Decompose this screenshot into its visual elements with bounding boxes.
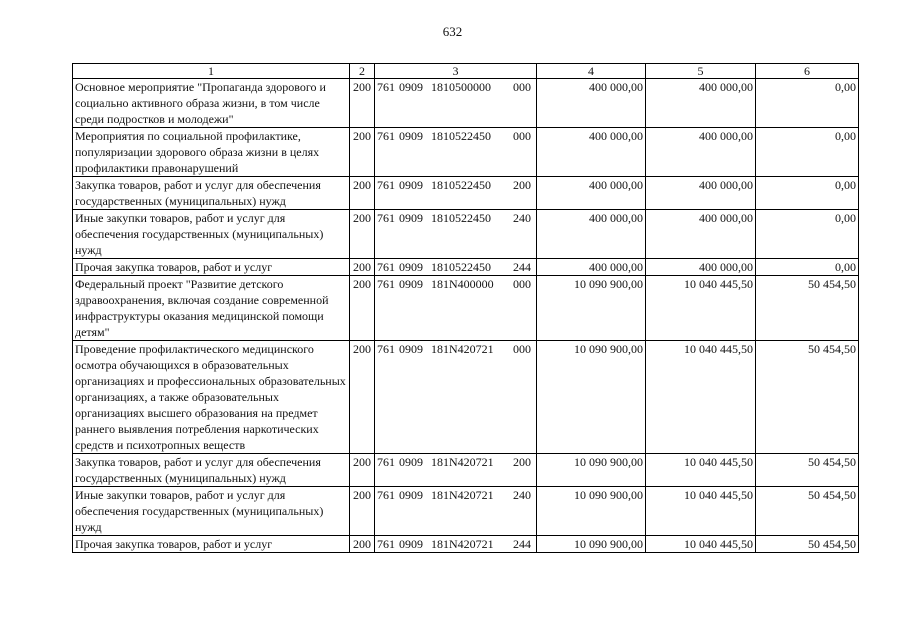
code-part-3: 1810522450: [431, 129, 491, 143]
row-col-5: 10 040 445,50: [646, 341, 756, 454]
row-col-2: 200: [350, 128, 375, 177]
row-budget-code: [375, 177, 537, 210]
row-col-4: 10 090 900,00: [537, 276, 646, 341]
code-part-4: 000: [513, 80, 531, 94]
row-col-6: 0,00: [756, 177, 859, 210]
code-part-4: 244: [513, 537, 531, 551]
row-col-4: 400 000,00: [537, 259, 646, 276]
row-col-6: 50 454,50: [756, 276, 859, 341]
code-part-4: 200: [513, 178, 531, 192]
code-part-2: 0909: [399, 537, 423, 551]
row-col-6: 0,00: [756, 210, 859, 259]
header-col-5: 5: [646, 64, 756, 79]
row-col-6: 0,00: [756, 79, 859, 128]
row-col-5: 10 040 445,50: [646, 454, 756, 487]
row-col-5: 400 000,00: [646, 128, 756, 177]
code-part-3: 1810522450: [431, 178, 491, 192]
row-name: Закупка товаров, работ и услуг для обеспечения государственных (муниципальных) нужд: [73, 454, 350, 487]
code-part-4: 000: [513, 342, 531, 356]
row-name: Основное мероприятие "Пропаганда здорового и социально активного образа жизни, в том числе среди подростков и молодежи": [73, 79, 350, 128]
row-col-2: 200: [350, 276, 375, 341]
row-col-4: 10 090 900,00: [537, 536, 646, 553]
row-col-2: 200: [350, 454, 375, 487]
row-col-2: 200: [350, 259, 375, 276]
code-part-3: 181N420721: [431, 342, 494, 356]
row-name: Прочая закупка товаров, работ и услуг: [73, 536, 350, 553]
code-part-3: 181N420721: [431, 488, 494, 502]
row-budget-code: [375, 454, 537, 487]
code-part-4: 200: [513, 455, 531, 469]
table-row: [73, 454, 859, 487]
row-budget-code: [375, 210, 537, 259]
table-row: [73, 79, 859, 128]
header-col-6: 6: [756, 64, 859, 79]
table-row: [73, 210, 859, 259]
row-col-6: 50 454,50: [756, 454, 859, 487]
header-col-1: 1: [73, 64, 350, 79]
code-part-2: 0909: [399, 342, 423, 356]
code-part-1: 761: [377, 211, 395, 225]
code-part-1: 761: [377, 455, 395, 469]
row-name: Иные закупки товаров, работ и услуг для обеспечения государственных (муниципальных) нужд: [73, 487, 350, 536]
header-col-2: 2: [350, 64, 375, 79]
code-part-4: 000: [513, 129, 531, 143]
code-part-2: 0909: [399, 455, 423, 469]
code-part-1: 761: [377, 260, 395, 274]
row-budget-code: [375, 487, 537, 536]
code-part-4: 240: [513, 488, 531, 502]
header-col-3: 3: [375, 64, 537, 79]
code-part-2: 0909: [399, 277, 423, 291]
row-col-6: 0,00: [756, 259, 859, 276]
row-col-4: 400 000,00: [537, 79, 646, 128]
row-col-4: 10 090 900,00: [537, 487, 646, 536]
row-col-5: 400 000,00: [646, 210, 756, 259]
code-part-1: 761: [377, 277, 395, 291]
row-budget-code: [375, 128, 537, 177]
row-col-2: 200: [350, 79, 375, 128]
row-col-2: 200: [350, 536, 375, 553]
code-part-1: 761: [377, 537, 395, 551]
row-col-4: 10 090 900,00: [537, 454, 646, 487]
row-budget-code: [375, 259, 537, 276]
code-part-2: 0909: [399, 80, 423, 94]
row-col-4: 400 000,00: [537, 177, 646, 210]
code-part-1: 761: [377, 342, 395, 356]
row-name: Иные закупки товаров, работ и услуг для обеспечения государственных (муниципальных) нужд: [73, 210, 350, 259]
table-row: [73, 487, 859, 536]
row-col-5: 10 040 445,50: [646, 487, 756, 536]
row-col-2: 200: [350, 210, 375, 259]
table-row: [73, 177, 859, 210]
budget-table: [72, 63, 859, 553]
page-number: 632: [442, 24, 463, 39]
code-part-2: 0909: [399, 488, 423, 502]
code-part-2: 0909: [399, 178, 423, 192]
row-budget-code: [375, 79, 537, 128]
code-part-3: 1810500000: [431, 80, 491, 94]
header-row: [73, 64, 859, 79]
row-budget-code: [375, 536, 537, 553]
row-name: Прочая закупка товаров, работ и услуг: [73, 259, 350, 276]
code-part-3: 181N400000: [431, 277, 494, 291]
code-part-4: 244: [513, 260, 531, 274]
row-budget-code: [375, 341, 537, 454]
code-part-3: 1810522450: [431, 211, 491, 225]
row-col-6: 50 454,50: [756, 341, 859, 454]
table-row: [73, 536, 859, 553]
row-col-6: 50 454,50: [756, 487, 859, 536]
row-col-6: 50 454,50: [756, 536, 859, 553]
code-part-4: 000: [513, 277, 531, 291]
table-row: [73, 128, 859, 177]
row-col-2: 200: [350, 487, 375, 536]
table-row: [73, 276, 859, 341]
row-col-2: 200: [350, 341, 375, 454]
row-col-4: 400 000,00: [537, 210, 646, 259]
code-part-3: 181N420721: [431, 455, 494, 469]
row-col-5: 10 040 445,50: [646, 276, 756, 341]
code-part-1: 761: [377, 178, 395, 192]
code-part-4: 240: [513, 211, 531, 225]
row-col-4: 400 000,00: [537, 128, 646, 177]
row-col-5: 10 040 445,50: [646, 536, 756, 553]
row-budget-code: [375, 276, 537, 341]
row-name: Закупка товаров, работ и услуг для обеспечения государственных (муниципальных) нужд: [73, 177, 350, 210]
code-part-2: 0909: [399, 211, 423, 225]
row-col-2: 200: [350, 177, 375, 210]
row-col-5: 400 000,00: [646, 177, 756, 210]
code-part-1: 761: [377, 488, 395, 502]
row-col-5: 400 000,00: [646, 79, 756, 128]
row-col-6: 0,00: [756, 128, 859, 177]
code-part-2: 0909: [399, 260, 423, 274]
code-part-2: 0909: [399, 129, 423, 143]
code-part-1: 761: [377, 129, 395, 143]
table-body: [73, 79, 859, 553]
table-row: [73, 259, 859, 276]
code-part-3: 181N420721: [431, 537, 494, 551]
code-part-3: 1810522450: [431, 260, 491, 274]
code-part-1: 761: [377, 80, 395, 94]
table-row: [73, 341, 859, 454]
row-col-5: 400 000,00: [646, 259, 756, 276]
row-name: Мероприятия по социальной профилактике, популяризации здорового образа жизни в целях профилактики правонарушений: [73, 128, 350, 177]
row-col-4: 10 090 900,00: [537, 341, 646, 454]
header-col-4: 4: [537, 64, 646, 79]
row-name: Федеральный проект "Развитие детского здравоохранения, включая создание современной инфраструктуры оказания медицинской помощи детям": [73, 276, 350, 341]
row-name: Проведение профилактического медицинского осмотра обучающихся в образовательных организациях и профессиональных образовательных организациях, а также образовательных организациях высшего образования на предмет раннего выявления потребления наркотических средств и психотропных веществ: [73, 341, 350, 454]
